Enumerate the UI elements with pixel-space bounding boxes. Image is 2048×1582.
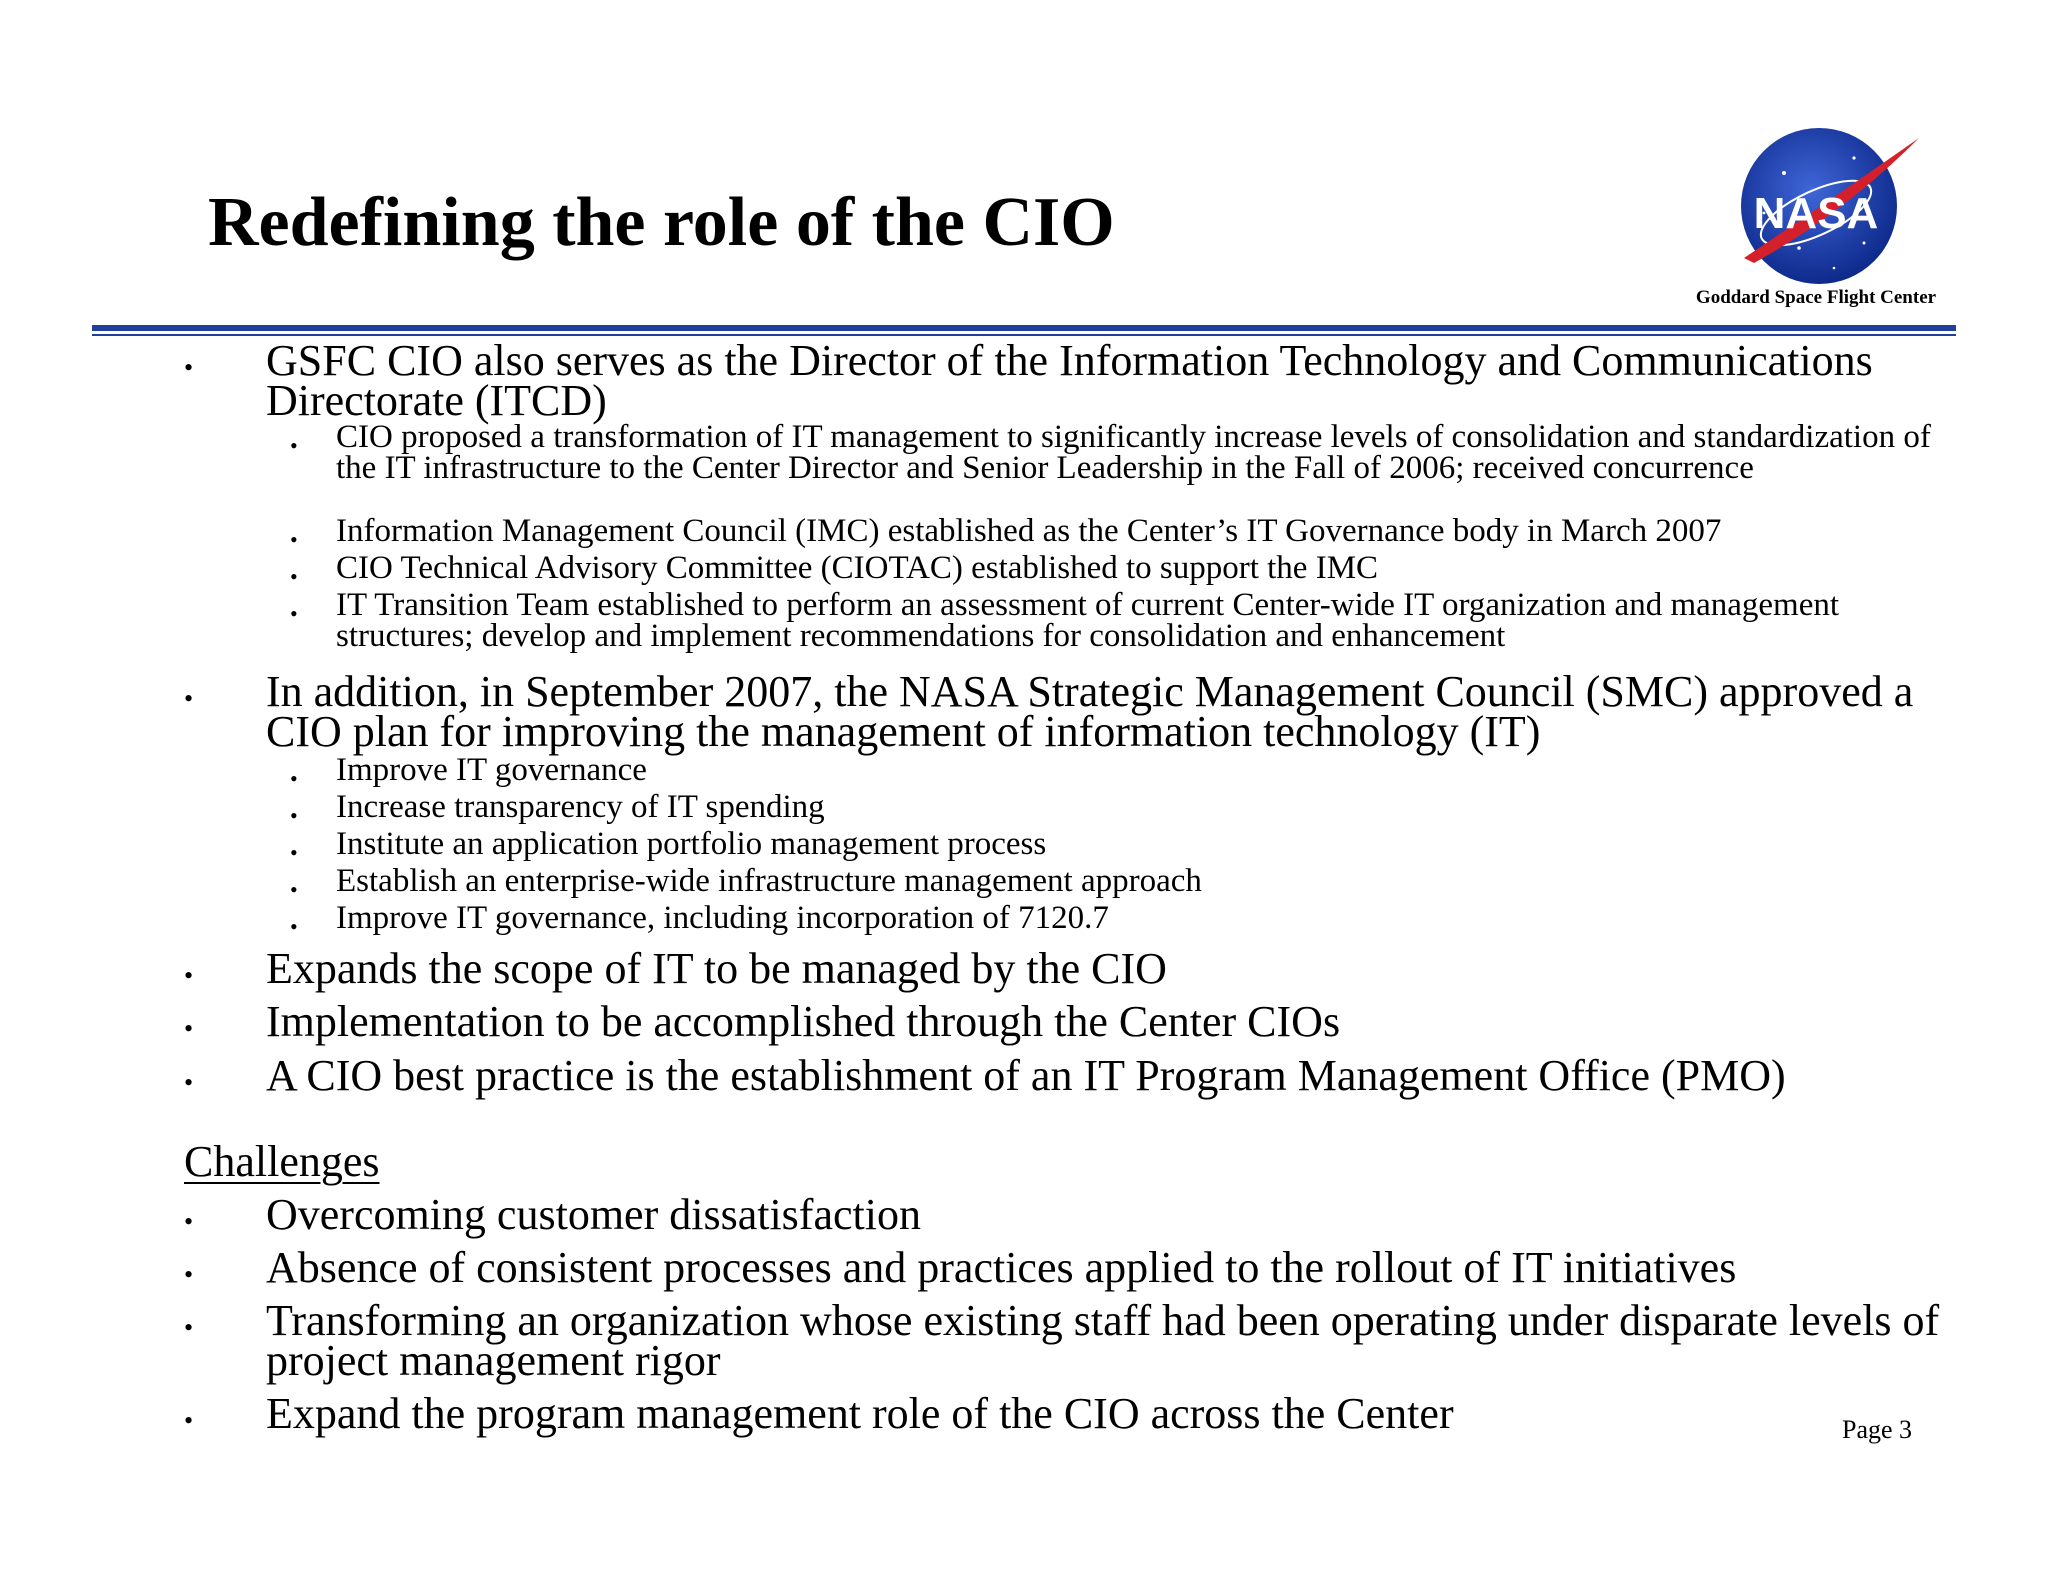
sub-bullet-dot: • [290, 527, 298, 552]
bullet-dot: • [184, 1068, 194, 1097]
header-rule [92, 325, 1956, 331]
bullet-dot: • [184, 961, 194, 990]
sub-bullet-item: Improve IT governance, including incorporation of 7120.7 [336, 900, 1109, 936]
sub-bullet-item: IT Transition Team established to perform an assessment of current Center-wide IT organization and management structures; develop and implement recommendations for consolidation and enhancement [336, 587, 1840, 654]
sub-bullet-dot: • [290, 766, 298, 791]
bullet-dot: • [184, 1260, 194, 1289]
bullet-dot: • [184, 1014, 194, 1043]
nasa-logo [1724, 118, 1924, 288]
sub-bullet-dot: • [290, 433, 298, 458]
bullet-dot: • [184, 684, 194, 713]
slide-title: Redefining the role of the CIO [208, 184, 1115, 261]
challenge-item: Expand the program management role of the CIO across the Center [266, 1389, 1454, 1438]
bullet-dot: • [184, 353, 194, 382]
sub-bullet-item: CIO proposed a transformation of IT management to significantly increase levels of consolidation and standardization of the IT infrastructure to the Center Director and Senior Leadership in the Fall of 2006; received concurrence [336, 419, 1931, 486]
bullet-item: GSFC CIO also serves as the Director of the Information Technology and Communications Directorate (ITCD) [266, 336, 1873, 425]
bullet-dot: • [184, 1313, 194, 1342]
sub-bullet-dot: • [290, 803, 298, 828]
challenge-item: Transforming an organization whose existing staff had been operating under disparate levels of project management rigor [266, 1296, 1940, 1385]
bullet-dot: • [184, 1406, 194, 1435]
bullet-item: Implementation to be accomplished through the Center CIOs [266, 997, 1341, 1046]
sub-bullet-item: Information Management Council (IMC) established as the Center’s IT Governance body in March 2007 [336, 513, 1722, 549]
sub-bullet-item: Increase transparency of IT spending [336, 789, 825, 825]
sub-bullet-dot: • [290, 601, 298, 626]
challenge-item: Overcoming customer dissatisfaction [266, 1190, 921, 1239]
challenge-item: Absence of consistent processes and practices applied to the rollout of IT initiatives [266, 1243, 1737, 1292]
sub-bullet-dot: • [290, 914, 298, 939]
nasa-logo-text: NASA [1753, 189, 1879, 238]
sub-bullet-item: Improve IT governance [336, 752, 647, 788]
sub-bullet-item: Establish an enterprise-wide infrastructure management approach [336, 863, 1202, 899]
bullet-item: Expands the scope of IT to be managed by the CIO [266, 944, 1167, 993]
sub-bullet-dot: • [290, 564, 298, 589]
bullet-dot: • [184, 1207, 194, 1236]
sub-bullet-dot: • [290, 840, 298, 865]
bullet-item: A CIO best practice is the establishment of an IT Program Management Office (PMO) [266, 1051, 1786, 1100]
challenges-heading: Challenges [184, 1137, 380, 1186]
bullet-item: In addition, in September 2007, the NASA Strategic Management Council (SMC) approved a CIO plan for improving the management of information technology (IT) [266, 667, 1914, 756]
page-number: Page 3 [1842, 1415, 1913, 1444]
center-name: Goddard Space Flight Center [1695, 287, 1937, 308]
sub-bullet-item: Institute an application portfolio management process [336, 826, 1047, 862]
sub-bullet-dot: • [290, 877, 298, 902]
sub-bullet-item: CIO Technical Advisory Committee (CIOTAC) established to support the IMC [336, 550, 1379, 586]
